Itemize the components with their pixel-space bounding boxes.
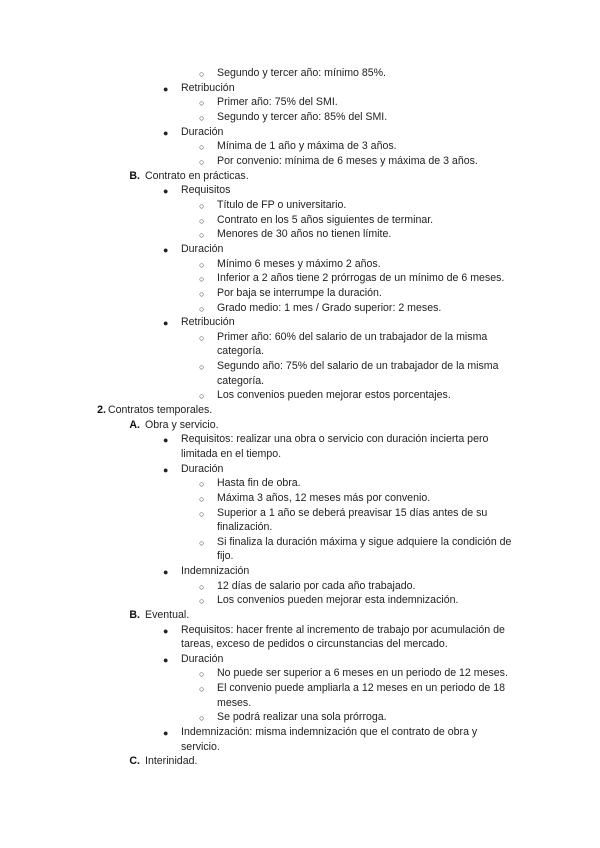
circle-marker: ○ bbox=[199, 538, 205, 548]
list-item-continuation: fijo. bbox=[217, 550, 234, 562]
list-item-text: Título de FP o universitario. bbox=[217, 199, 347, 211]
list-item-text: Primer año: 60% del salario de un trabajador de la misma bbox=[217, 331, 488, 343]
list-item-text: Máxima 3 años, 12 meses más por convenio. bbox=[217, 492, 431, 504]
list-item-text: Superior a 1 año se deberá preavisar 15 días antes de su bbox=[217, 507, 488, 519]
list-item-text: Duración bbox=[181, 243, 224, 255]
circle-marker: ○ bbox=[199, 333, 205, 343]
bullet-marker: ● bbox=[163, 435, 169, 445]
list-item-text: Requisitos bbox=[181, 184, 231, 196]
bullet-marker: ● bbox=[163, 626, 169, 636]
list-item-text: Duración bbox=[181, 126, 224, 138]
bullet-marker: ● bbox=[163, 318, 169, 328]
list-item-text: Retribución bbox=[181, 316, 235, 328]
list-item-text: Los convenios pueden mejorar estos porcentajes. bbox=[217, 389, 451, 401]
list-item-text: Mínima de 1 año y máxima de 3 años. bbox=[217, 140, 397, 152]
bullet-marker: ● bbox=[163, 128, 169, 138]
circle-marker: ○ bbox=[199, 304, 205, 314]
list-number: 2. bbox=[97, 404, 106, 416]
circle-marker: ○ bbox=[199, 713, 205, 723]
bullet-marker: ● bbox=[163, 245, 169, 255]
bullet-marker: ● bbox=[163, 84, 169, 94]
list-item-text: Contratos temporales. bbox=[108, 404, 213, 416]
list-item-text: Duración bbox=[181, 653, 224, 665]
list-item-text: Duración bbox=[181, 463, 224, 475]
list-item-text: Retribución bbox=[181, 82, 235, 94]
list-item-text: Se podrá realizar una sola prórroga. bbox=[217, 711, 387, 723]
list-item-text: Segundo año: 75% del salario de un trabajador de la misma bbox=[217, 360, 499, 372]
list-item-text: Segundo y tercer año: mínimo 85%. bbox=[217, 67, 387, 79]
circle-marker: ○ bbox=[199, 479, 205, 489]
list-item-text: Requisitos: hacer frente al incremento de trabajo por acumulación de bbox=[181, 624, 505, 636]
list-item-text: Indemnización bbox=[181, 565, 250, 577]
circle-marker: ○ bbox=[199, 142, 205, 152]
circle-marker: ○ bbox=[199, 113, 205, 123]
list-item-text: Primer año: 75% del SMI. bbox=[217, 96, 338, 108]
bullet-marker: ● bbox=[163, 186, 169, 196]
list-item-text: Obra y servicio. bbox=[145, 419, 219, 431]
list-item-text: Contrato en prácticas. bbox=[145, 170, 249, 182]
circle-marker: ○ bbox=[199, 509, 205, 519]
list-item-text: Hasta fin de obra. bbox=[217, 477, 301, 489]
circle-marker: ○ bbox=[199, 362, 205, 372]
bullet-marker: ● bbox=[163, 655, 169, 665]
bullet-marker: ● bbox=[163, 567, 169, 577]
circle-marker: ○ bbox=[199, 684, 205, 694]
list-number: A. bbox=[129, 419, 140, 431]
list-item-text: Eventual. bbox=[145, 609, 190, 621]
list-item-text: tareas, exceso de pedidos o circunstancias del mercado. bbox=[181, 638, 448, 650]
list-item-text: Contrato en los 5 años siguientes de terminar. bbox=[217, 214, 434, 226]
list-item-text: Inferior a 2 años tiene 2 prórrogas de un mínimo de 6 meses. bbox=[217, 272, 505, 284]
list-item-text: Los convenios pueden mejorar esta indemnización. bbox=[217, 594, 459, 606]
list-number: C. bbox=[129, 755, 140, 767]
list-item-text: Interinidad. bbox=[145, 755, 198, 767]
circle-marker: ○ bbox=[199, 216, 205, 226]
circle-marker: ○ bbox=[199, 157, 205, 167]
circle-marker: ○ bbox=[199, 582, 205, 592]
list-number: B. bbox=[129, 170, 140, 182]
list-item-text: Indemnización: misma indemnización que el contrato de obra y bbox=[181, 726, 478, 738]
circle-marker: ○ bbox=[199, 230, 205, 240]
list-item-text: Menores de 30 años no tienen límite. bbox=[217, 228, 392, 240]
circle-marker: ○ bbox=[199, 260, 205, 270]
list-number: B. bbox=[129, 609, 140, 621]
list-item-text: Por baja se interrumpe la duración. bbox=[217, 287, 382, 299]
circle-marker: ○ bbox=[199, 69, 205, 79]
list-item-text: 12 días de salario por cada año trabajado. bbox=[217, 580, 416, 592]
circle-marker: ○ bbox=[199, 596, 205, 606]
list-item-continuation: servicio. bbox=[181, 741, 220, 753]
circle-marker: ○ bbox=[199, 274, 205, 284]
circle-marker: ○ bbox=[199, 391, 205, 401]
list-item-text: Si finaliza la duración máxima y sigue adquiere la condición de bbox=[217, 536, 512, 548]
list-item-continuation: finalización. bbox=[217, 521, 273, 533]
circle-marker: ○ bbox=[199, 289, 205, 299]
list-item-text: El convenio puede ampliarla a 12 meses en un periodo de 18 bbox=[217, 682, 505, 694]
list-item-text: Mínimo 6 meses y máximo 2 años. bbox=[217, 258, 381, 270]
list-item-text: Grado medio: 1 mes / Grado superior: 2 meses. bbox=[217, 302, 442, 314]
bullet-marker: ● bbox=[163, 728, 169, 738]
circle-marker: ○ bbox=[199, 669, 205, 679]
circle-marker: ○ bbox=[199, 98, 205, 108]
list-item-continuation: categoría. bbox=[217, 375, 265, 387]
list-item-text: Segundo y tercer año: 85% del SMI. bbox=[217, 111, 388, 123]
list-item-continuation: meses. bbox=[217, 697, 252, 709]
list-item-continuation: limitada en el tiempo. bbox=[181, 448, 282, 460]
circle-marker: ○ bbox=[199, 201, 205, 211]
circle-marker: ○ bbox=[199, 494, 205, 504]
list-item-continuation: categoría. bbox=[217, 345, 265, 357]
bullet-marker: ● bbox=[163, 465, 169, 475]
list-item-text: Requisitos: realizar una obra o servicio con duración incierta pero bbox=[181, 433, 489, 445]
list-item-text: No puede ser superior a 6 meses en un periodo de 12 meses. bbox=[217, 667, 508, 679]
list-item-text: Por convenio: mínima de 6 meses y máxima de 3 años. bbox=[217, 155, 478, 167]
